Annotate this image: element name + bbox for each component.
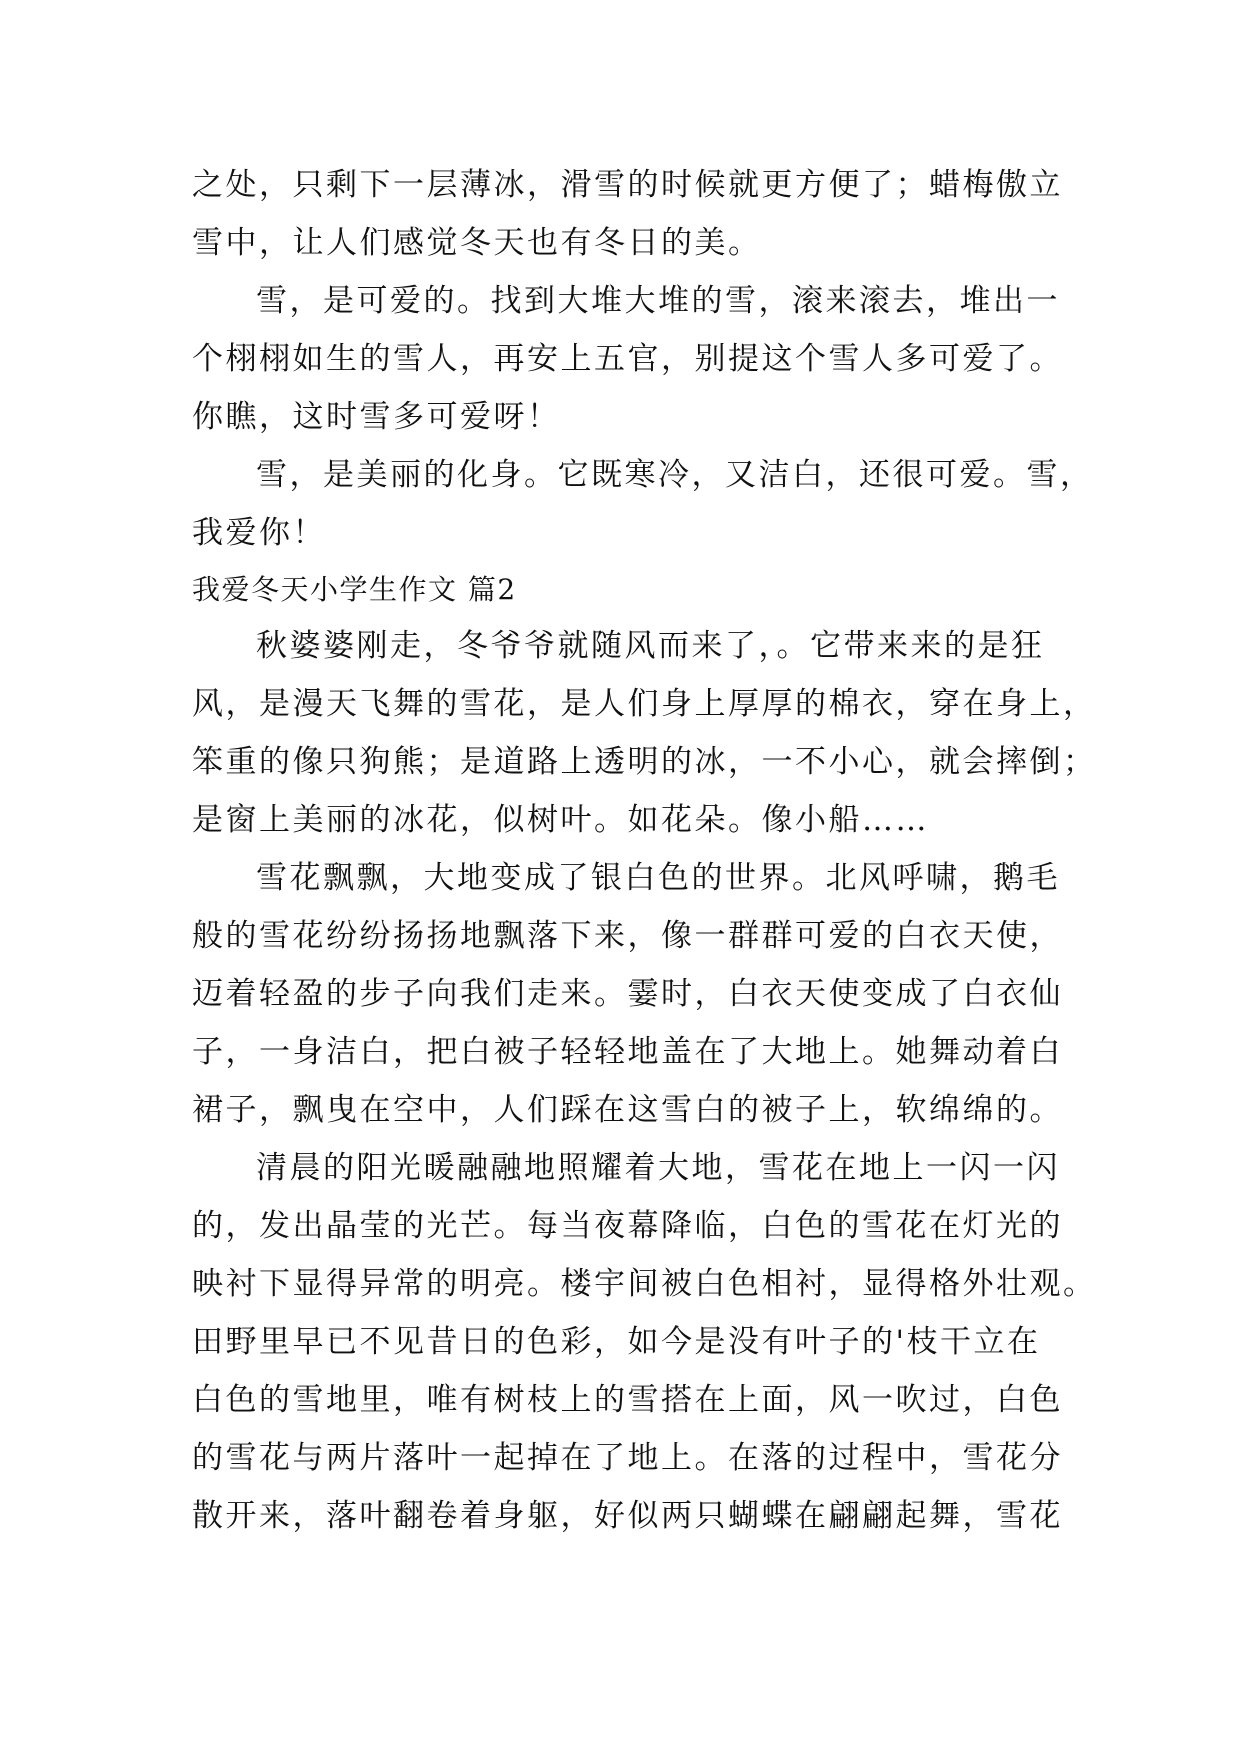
text-line: 裙子，飘曳在空中，人们踩在这雪白的被子上，软绵绵的。 bbox=[192, 1092, 1063, 1128]
text-line: 我爱你！ bbox=[192, 515, 326, 551]
text-line: 映衬下显得异常的明亮。楼宇间被白色相衬，显得格外壮观。 bbox=[192, 1266, 1097, 1302]
section-title: 我爱冬天小学生作文 篇2 bbox=[192, 573, 517, 606]
document-page bbox=[192, 156, 1097, 1545]
text-line: 般的雪花纷纷扬扬地飘落下来，像一群群可爱的白衣天使， bbox=[192, 918, 1063, 954]
text-line: 个栩栩如生的雪人，再安上五官，别提这个雪人多可爱了。 bbox=[192, 341, 1063, 377]
text-line: 雪中，让人们感觉冬天也有冬日的美。 bbox=[192, 225, 762, 261]
paragraph-start-line: 雪，是可爱的。找到大堆大堆的雪，滚来滚去，堆出一 bbox=[256, 283, 1060, 319]
paragraph-start-line: 雪花飘飘，大地变成了银白色的世界。北风呼啸，鹅毛 bbox=[256, 860, 1060, 896]
text-line: 的雪花与两片落叶一起掉在了地上。在落的过程中，雪花分 bbox=[192, 1440, 1063, 1476]
text-line: 散开来，落叶翻卷着身躯，好似两只蝴蝶在翩翩起舞，雪花 bbox=[192, 1498, 1063, 1534]
text-line: 是窗上美丽的冰花，似树叶。如花朵。像小船…… bbox=[192, 802, 929, 838]
text-line: 笨重的像只狗熊；是道路上透明的冰，一不小心，就会摔倒； bbox=[192, 744, 1097, 780]
text-line: 你瞧，这时雪多可爱呀！ bbox=[192, 399, 561, 435]
text-line: 的，发出晶莹的光芒。每当夜幕降临，白色的雪花在灯光的 bbox=[192, 1208, 1063, 1244]
paragraph-start-line: 雪，是美丽的化身。它既寒冷，又洁白，还很可爱。雪， bbox=[256, 457, 1094, 493]
text-line: 之处，只剩下一层薄冰，滑雪的时候就更方便了；蜡梅傲立 bbox=[192, 167, 1063, 203]
paragraph-start-line: 秋婆婆刚走，冬爷爷就随风而来了，。它带来来的是狂 bbox=[256, 628, 1045, 664]
text-line: 迈着轻盈的步子向我们走来。霎时，白衣天使变成了白衣仙 bbox=[192, 976, 1063, 1012]
paragraph-start-line: 清晨的阳光暖融融地照耀着大地，雪花在地上一闪一闪 bbox=[256, 1150, 1060, 1186]
text-line: 田野里早已不见昔日的色彩，如今是没有叶子的'枝干立在 bbox=[192, 1324, 1041, 1360]
text-line: 白色的雪地里，唯有树枝上的雪搭在上面，风一吹过，白色 bbox=[192, 1382, 1063, 1418]
text-line: 子，一身洁白，把白被子轻轻地盖在了大地上。她舞动着白 bbox=[192, 1034, 1063, 1070]
text-line: 风，是漫天飞舞的雪花，是人们身上厚厚的棉衣，穿在身上， bbox=[192, 686, 1097, 722]
